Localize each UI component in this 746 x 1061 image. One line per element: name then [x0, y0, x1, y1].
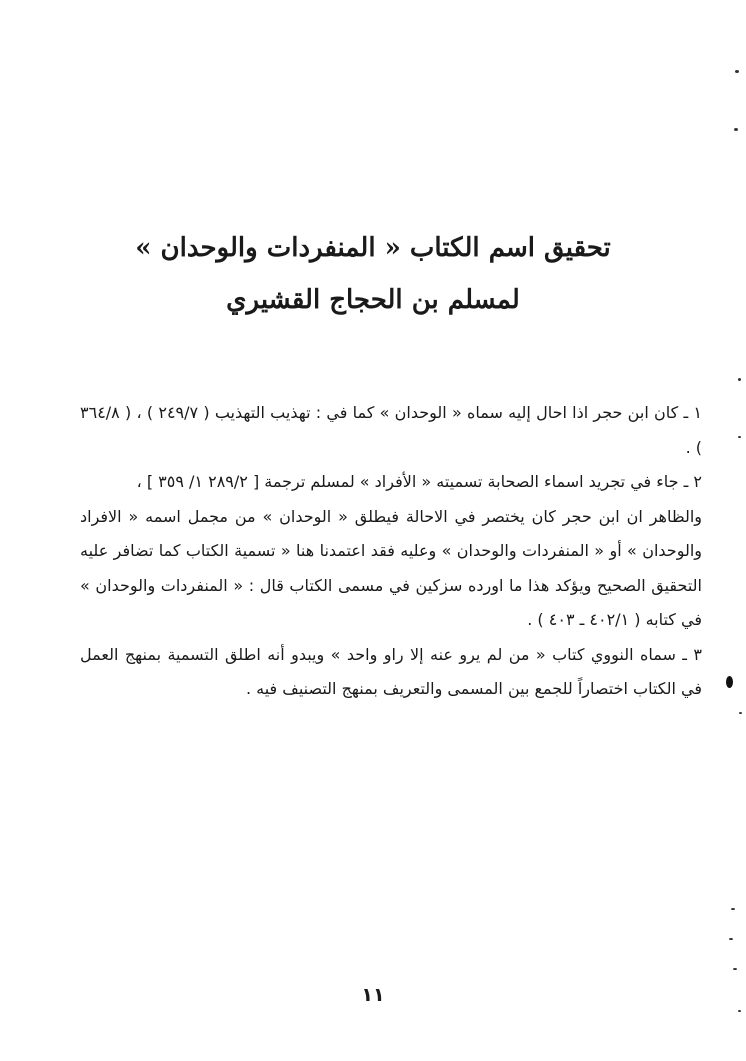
title-line-2: لمسلم بن الحجاج القشيري — [226, 285, 520, 315]
paragraph-1: ١ ـ كان ابن حجر اذا احال إليه سماه « الوحدان » كما في : تهذيب التهذيب ( ٢٤٩/٧ ) ، ( ٣٦٤/٨ ) . — [80, 403, 702, 457]
scan-speck — [738, 436, 741, 438]
scan-speck — [731, 908, 735, 910]
scan-speck — [738, 1010, 741, 1012]
scan-speck — [733, 968, 737, 970]
scan-speck — [734, 128, 738, 131]
page-number: ١١ — [361, 984, 385, 1006]
paragraph-4: ٣ ـ سماه النووي كتاب « من لم يرو عنه إلا راو واحد » ويبدو أنه اطلق التسمية بمنهج العمل في الكتاب اختصاراً للجمع بين المسمى والتعريف بمنهج التصنيف فيه . — [80, 644, 702, 698]
paragraph-3: والظاهر ان ابن حجر كان يختصر في الاحالة فيطلق « الوحدان » من مجمل اسمه « الافراد والوحدان » أو « المنفردات والوحدان » وعليه فقد اعتمدنا هنا « تسمية الكتاب كما تضافر عليه التحقيق الصحيح ويؤكد هذا ما اورده سزكين في مسمى الكتاب قال : « المنفردات والوحدان » في كتابه ( ٤٠٢/١ ـ ٤٠٣ ) . — [80, 506, 702, 629]
paragraph-2: ٢ ـ جاء في تجريد اسماء الصحابة تسميته « الأفراد » لمسلم ترجمة [ ٢٨٩/٢ ١/ ٣٥٩ ] ، — [136, 472, 702, 491]
title-block — [60, 222, 686, 326]
scan-speck — [729, 938, 733, 940]
scan-speck — [739, 712, 742, 714]
scan-speck — [726, 676, 733, 688]
title-line-1: تحقيق اسم الكتاب « المنفردات والوحدان » — [135, 233, 611, 263]
scan-speck — [738, 378, 741, 381]
scan-speck — [735, 70, 739, 73]
body-text — [80, 396, 702, 707]
